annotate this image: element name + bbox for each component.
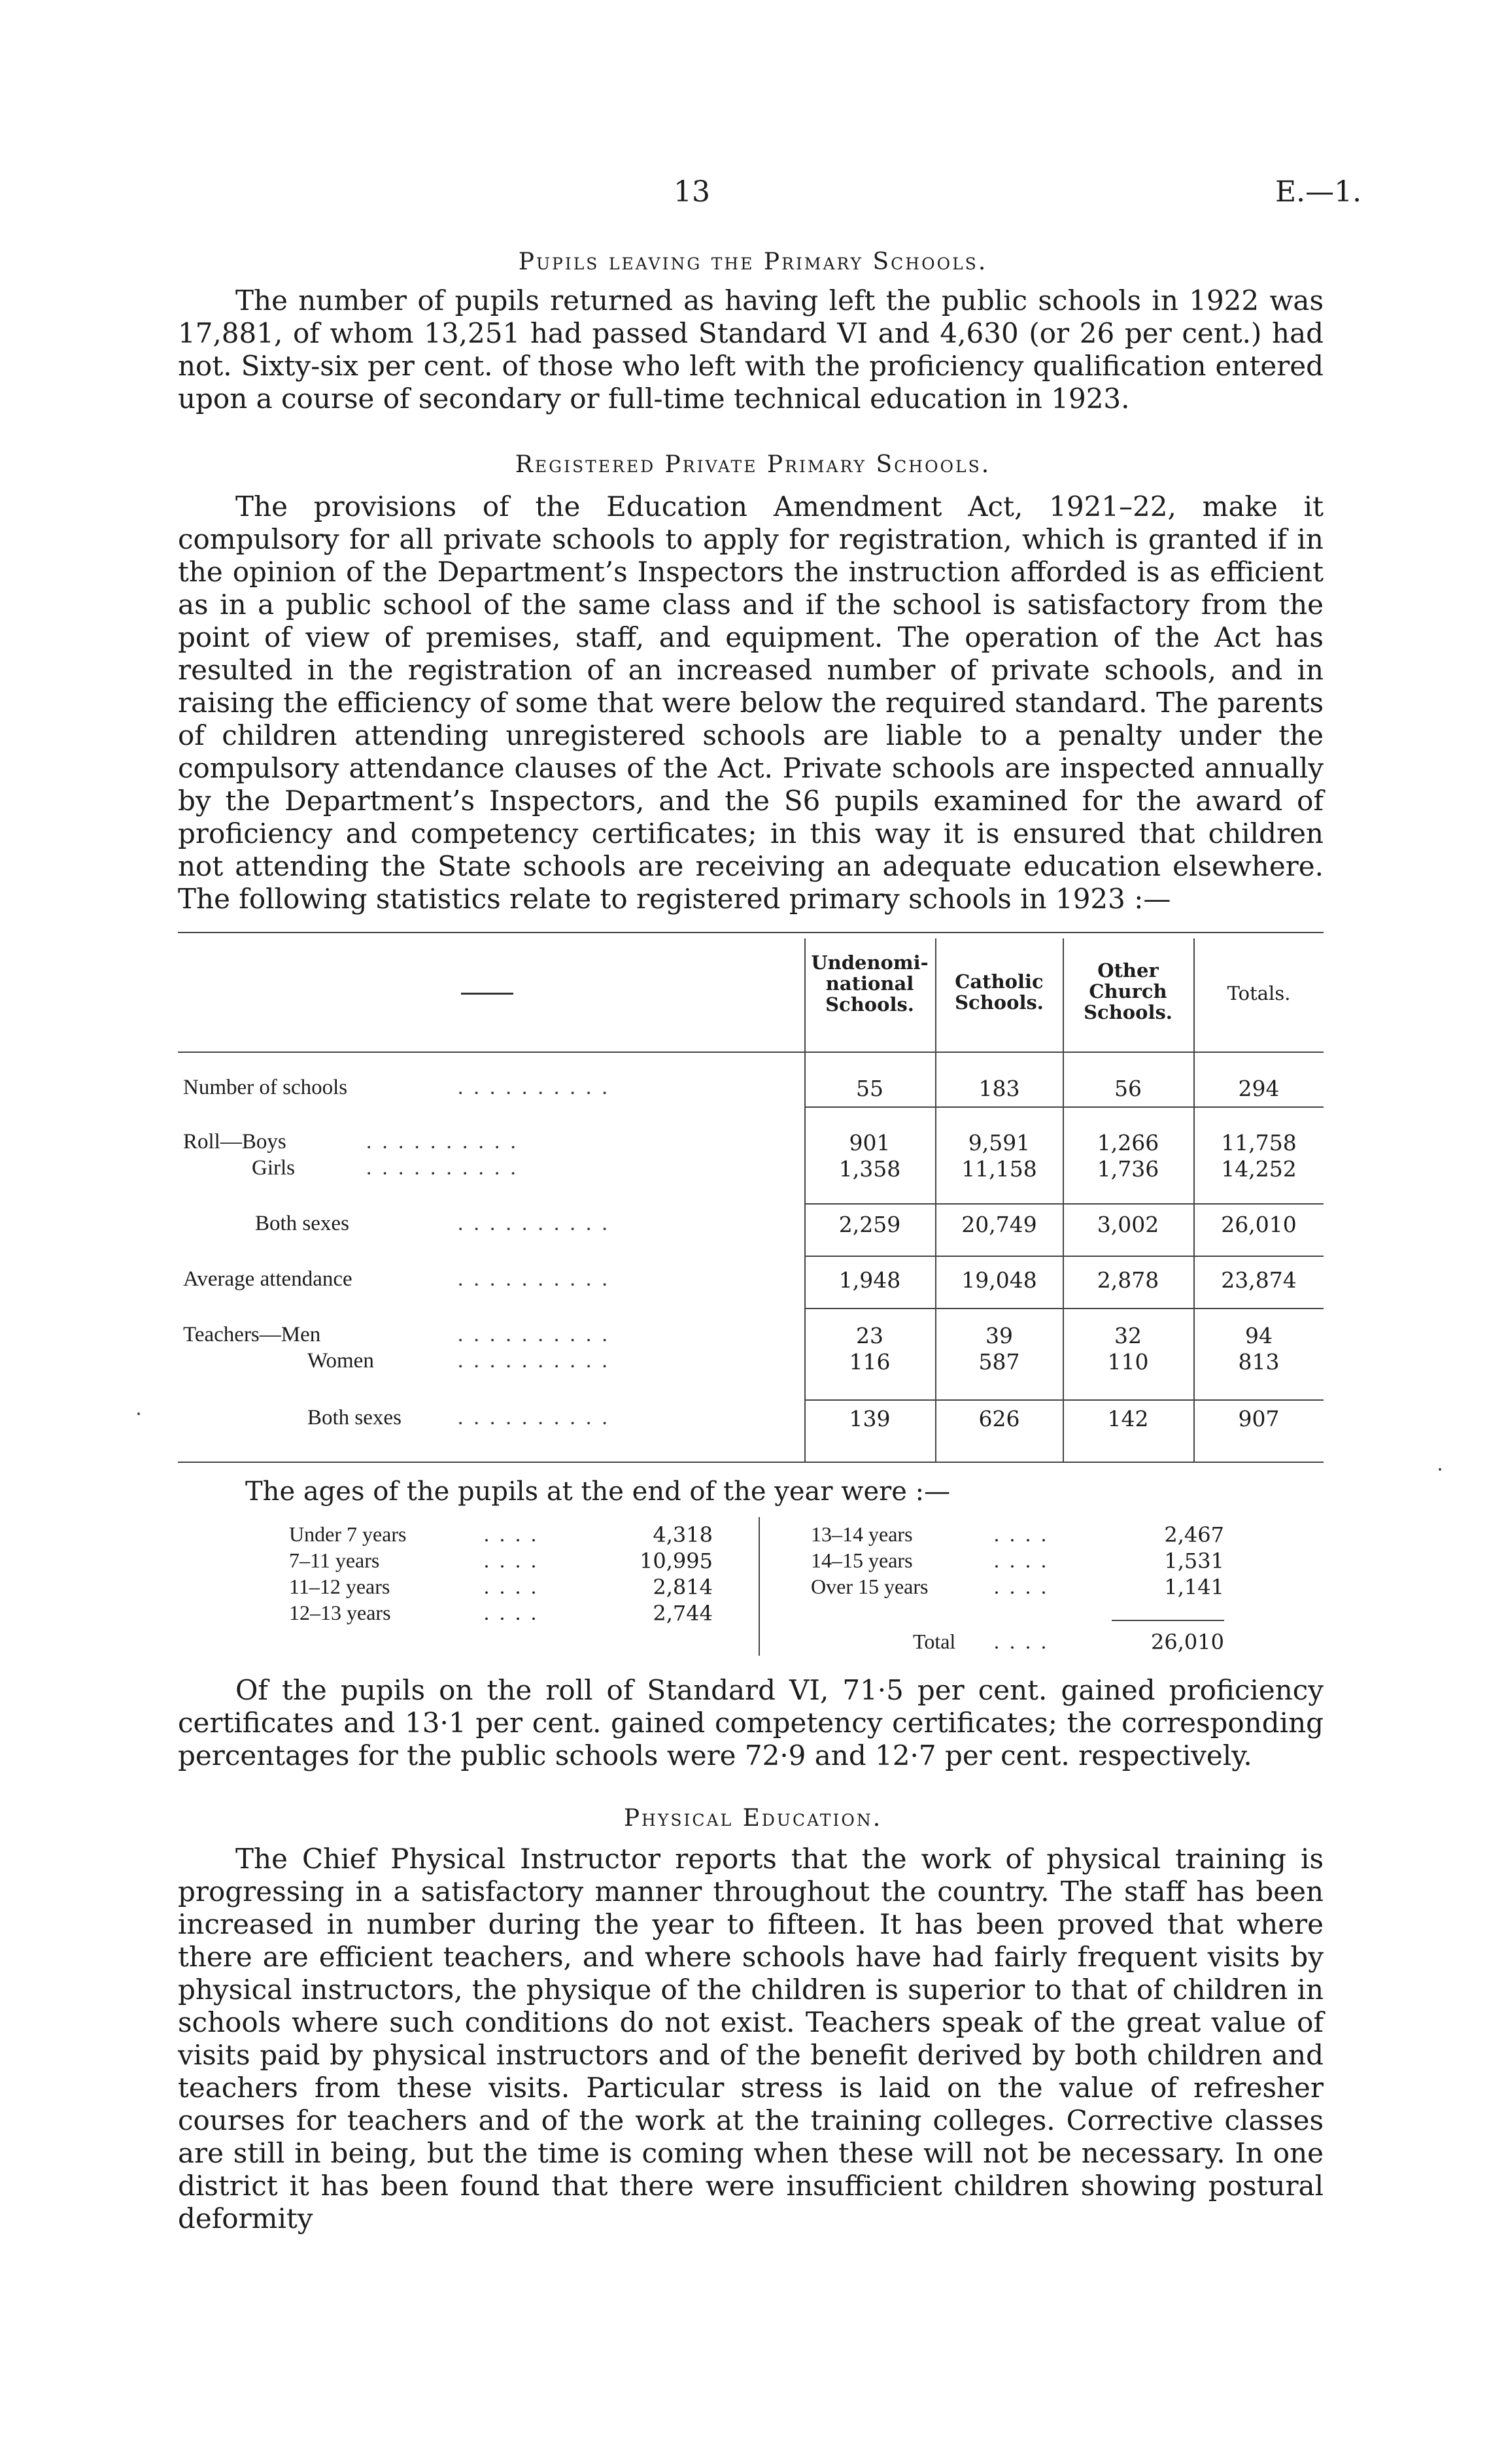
age-label: Over 15 years bbox=[811, 1575, 929, 1598]
print-speck bbox=[137, 1412, 140, 1415]
age-label: 13–14 years bbox=[811, 1522, 913, 1546]
leader-dots: . . . . . . . . . . bbox=[458, 1406, 610, 1429]
row-label: Average attendance bbox=[183, 1267, 352, 1291]
age-value: 2,467 bbox=[1164, 1522, 1224, 1547]
table-cell: 26,010 bbox=[1221, 1212, 1297, 1237]
leader-dots: . . . . . . . . . . bbox=[458, 1349, 610, 1373]
table-row-rule bbox=[804, 1106, 1324, 1108]
ages-divider bbox=[759, 1517, 760, 1656]
table-cell: 23 bbox=[856, 1323, 883, 1348]
physical-education-heading: Physical Education. bbox=[623, 1805, 883, 1832]
table-cell: 183 bbox=[978, 1076, 1020, 1101]
column-header-catholic: Catholic Schools. bbox=[955, 970, 1044, 1014]
table-column-rule bbox=[804, 938, 806, 1462]
stub-header-dash bbox=[461, 993, 513, 995]
table-cell: 32 bbox=[1114, 1323, 1142, 1348]
age-value: 2,814 bbox=[653, 1575, 713, 1600]
page-number: 13 bbox=[674, 175, 710, 209]
age-label: 11–12 years bbox=[289, 1575, 390, 1598]
leader-dots: . . . . . . . . . . bbox=[366, 1130, 519, 1154]
leader-dots: . . . . . . . . . . bbox=[458, 1323, 610, 1346]
leader-dots: . . . . bbox=[484, 1522, 539, 1546]
table-cell: 110 bbox=[1107, 1349, 1149, 1375]
leader-dots: . . . . bbox=[994, 1575, 1049, 1598]
table-cell: 14,252 bbox=[1221, 1156, 1297, 1182]
table-cell: 11,758 bbox=[1221, 1130, 1297, 1155]
document-code: E.—1. bbox=[1275, 175, 1362, 209]
table-cell: 587 bbox=[978, 1349, 1020, 1375]
row-label: Both sexes bbox=[307, 1406, 402, 1429]
pupils-leaving-paragraph: The number of pupils returned as having left the public schools in 1922 was 17,881, of whom 13,251 had passed Standard VI and 4,630 (or 26 per cent.) had not. Sixty-six per cent. of those who left with the proficiency qualification entered upon a course of secondary or full-time technical education in 1923. bbox=[178, 284, 1324, 415]
table-cell: 2,878 bbox=[1097, 1267, 1159, 1293]
leader-dots: . . . . bbox=[484, 1575, 539, 1598]
table-cell: 20,749 bbox=[961, 1212, 1037, 1237]
age-value: 10,995 bbox=[640, 1549, 713, 1573]
age-value: 1,141 bbox=[1164, 1575, 1224, 1600]
age-label: 14–15 years bbox=[811, 1549, 913, 1572]
table-cell: 1,948 bbox=[838, 1267, 901, 1293]
table-cell: 55 bbox=[856, 1076, 883, 1101]
physical-education-paragraph: The Chief Physical Instructor reports that the work of physical training is progressing in a satisfactory manner throughout the country. The staff has been increased in number during the year to fifteen. It has been proved that where there are efficient teachers, and where schools have had fairly frequent visits by physical instructors, the physique of the children is superior to that of children in schools where such conditions do not exist. Teachers speak of the great value of visits paid by physical instructors and of the benefit derived by both children and teachers from these visits. Particular stress is laid on the value of refresher courses for teachers and of the work at the training colleges. Corrective classes are still in being, but the time is coming when these will not be necessary. In one district it has been found that there were insufficient children showing postural deformity bbox=[178, 1843, 1324, 2234]
row-label: Number of schools bbox=[183, 1076, 348, 1099]
table-header-rule bbox=[178, 1052, 1324, 1053]
row-label: Women bbox=[307, 1349, 374, 1373]
age-value: 4,318 bbox=[653, 1522, 713, 1547]
table-cell: 3,002 bbox=[1097, 1212, 1159, 1237]
proficiency-paragraph: Of the pupils on the roll of Standard VI, 71·5 per cent. gained proficiency certificates and 13·1 per cent. gained competency certificates; the corresponding percentages for the public schools were 72·9 and 12·7 per cent. respectively. bbox=[178, 1674, 1324, 1771]
age-label: 7–11 years bbox=[289, 1549, 380, 1572]
table-row-rule bbox=[804, 1308, 1324, 1309]
table-cell: 11,158 bbox=[961, 1156, 1037, 1182]
table-cell: 294 bbox=[1238, 1076, 1280, 1101]
table-cell: 39 bbox=[985, 1323, 1013, 1348]
table-cell: 813 bbox=[1238, 1349, 1280, 1375]
table-cell: 1,358 bbox=[838, 1156, 901, 1182]
ages-intro: The ages of the pupils at the end of the year were :— bbox=[245, 1477, 951, 1507]
table-cell: 94 bbox=[1245, 1323, 1273, 1348]
table-column-rule bbox=[935, 938, 936, 1462]
pupils-leaving-heading: Pupils leaving the Primary Schools. bbox=[518, 248, 988, 275]
registered-private-paragraph: The provisions of the Education Amendment Act, 1921–22, make it compulsory for all private schools to apply for registration, which is granted if in the opinion of the Department’s Inspectors the instruction afforded is as efficient as in a public school of the same class and if the school is satisfactory from the point of view of premises, staff, and equipment. The operation of the Act has resulted in the registration of an increased number of private schools, and in raising the efficiency of some that were below the required standard. The parents of children attending unregistered schools are liable to a penalty under the compulsory attendance clauses of the Act. Private schools are inspected annually by the Department’s Inspectors, and the S6 pupils examined for the award of proficiency and competency certificates; in this way it is ensured that children not attending the State schools are receiving an adequate education elsewhere. The following statistics relate to registered primary schools in 1923 :— bbox=[178, 490, 1324, 915]
leader-dots: . . . . . . . . . . bbox=[458, 1267, 610, 1291]
age-total-label: Total bbox=[913, 1630, 956, 1653]
column-header-other-church: Other Church Schools. bbox=[1084, 959, 1172, 1023]
table-cell: 56 bbox=[1114, 1076, 1142, 1101]
row-label: Teachers—Men bbox=[183, 1323, 321, 1346]
table-row-rule bbox=[804, 1256, 1324, 1257]
age-value: 2,744 bbox=[653, 1601, 713, 1626]
column-header-undenominational: Undenomi- national Schools. bbox=[811, 951, 929, 1016]
table-cell: 142 bbox=[1107, 1406, 1149, 1431]
column-header-totals: Totals. bbox=[1227, 982, 1291, 1004]
table-row-rule bbox=[804, 1203, 1324, 1205]
age-total-value: 26,010 bbox=[1151, 1630, 1224, 1654]
table-cell: 901 bbox=[849, 1130, 891, 1155]
table-cell: 1,736 bbox=[1097, 1156, 1159, 1182]
leader-dots: . . . . bbox=[994, 1522, 1049, 1546]
ages-total-rule bbox=[1112, 1620, 1224, 1621]
table-top-rule bbox=[178, 932, 1324, 933]
table-cell: 116 bbox=[849, 1349, 891, 1375]
leader-dots: . . . . bbox=[994, 1630, 1049, 1653]
leader-dots: . . . . bbox=[994, 1549, 1049, 1572]
table-cell: 1,266 bbox=[1097, 1130, 1159, 1155]
table-cell: 907 bbox=[1238, 1406, 1280, 1431]
age-label: 12–13 years bbox=[289, 1601, 391, 1624]
table-bottom-rule bbox=[178, 1462, 1324, 1463]
table-cell: 23,874 bbox=[1221, 1267, 1297, 1293]
print-speck bbox=[1439, 1468, 1441, 1471]
table-column-rule bbox=[1193, 938, 1195, 1462]
leader-dots: . . . . . . . . . . bbox=[458, 1076, 610, 1099]
leader-dots: . . . . . . . . . . bbox=[366, 1156, 519, 1180]
table-cell: 626 bbox=[978, 1406, 1020, 1431]
age-label: Under 7 years bbox=[289, 1522, 407, 1546]
row-label: Roll—Boys bbox=[183, 1130, 286, 1154]
leader-dots: . . . . bbox=[484, 1549, 539, 1572]
age-value: 1,531 bbox=[1164, 1549, 1224, 1573]
table-cell: 19,048 bbox=[961, 1267, 1037, 1293]
table-cell: 9,591 bbox=[968, 1130, 1031, 1155]
table-cell: 139 bbox=[849, 1406, 891, 1431]
leader-dots: . . . . . . . . . . bbox=[458, 1212, 610, 1235]
table-row-rule bbox=[804, 1399, 1324, 1401]
row-label: Both sexes bbox=[255, 1212, 349, 1235]
table-cell: 2,259 bbox=[838, 1212, 901, 1237]
row-label: Girls bbox=[252, 1156, 295, 1180]
leader-dots: . . . . bbox=[484, 1601, 539, 1624]
registered-private-heading: Registered Private Primary Schools. bbox=[515, 451, 991, 478]
